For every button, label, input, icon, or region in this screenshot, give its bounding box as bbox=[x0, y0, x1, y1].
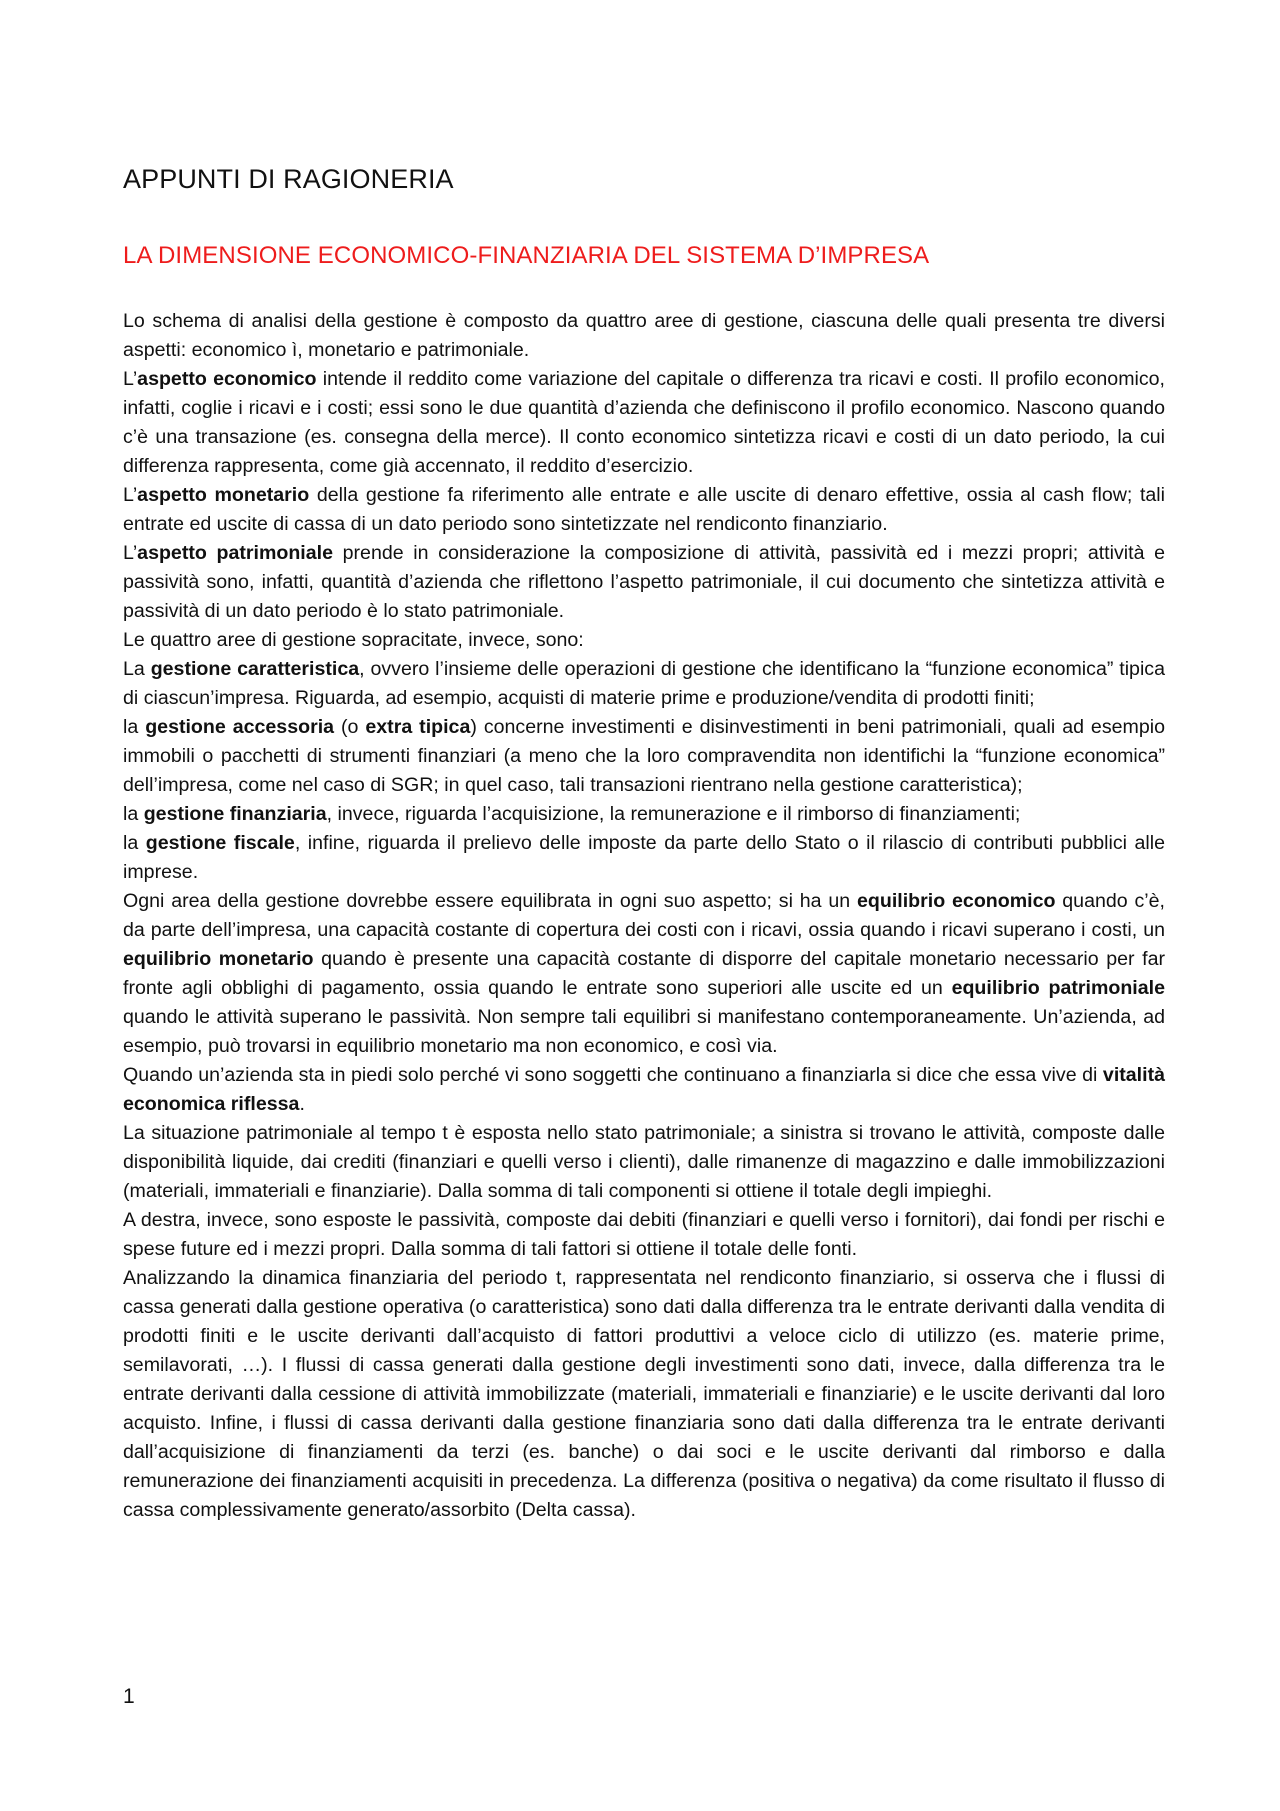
bold-term: equilibrio monetario bbox=[123, 948, 314, 970]
paragraph bbox=[123, 887, 1165, 1061]
text-run: L’ bbox=[123, 542, 138, 564]
text-run: Quando un’azienda sta in piedi solo perché vi sono soggetti che continuano a finanziarla si dice che essa vive di bbox=[123, 1064, 1103, 1086]
text-run: quando c’è, da parte dell’impresa, una capacità costante di copertura dei costi con i ricavi, ossia quando i ricavi superano i costi, un bbox=[123, 890, 1165, 941]
bold-term: equilibrio economico bbox=[857, 890, 1056, 912]
bold-term: equilibrio patrimoniale bbox=[951, 977, 1165, 999]
paragraph bbox=[123, 1206, 1165, 1264]
paragraph bbox=[123, 307, 1165, 365]
text-run: la bbox=[123, 716, 146, 738]
paragraph bbox=[123, 655, 1165, 713]
paragraph bbox=[123, 1264, 1165, 1525]
text-run: della gestione fa riferimento alle entrate e alle uscite di denaro effettive, ossia al cash flow; tali entrate ed uscite di cassa di un dato periodo sono sintetizzate nel rendiconto finanziario. bbox=[123, 484, 1165, 535]
bold-term: gestione accessoria bbox=[145, 716, 335, 738]
bold-term: gestione fiscale bbox=[145, 832, 295, 854]
bold-term: aspetto patrimoniale bbox=[137, 542, 333, 564]
paragraph bbox=[123, 539, 1165, 626]
bold-term: aspetto economico bbox=[137, 368, 317, 390]
bold-term: gestione caratteristica bbox=[150, 658, 360, 680]
text-run: (o bbox=[334, 716, 366, 738]
text-run: la bbox=[123, 832, 146, 854]
text-run: Le quattro aree di gestione sopracitate, invece, sono: bbox=[123, 629, 584, 651]
paragraph bbox=[123, 1119, 1165, 1206]
text-run: La bbox=[123, 658, 151, 680]
text-run: quando è presente una capacità costante di disporre del capitale monetario necessario per far fronte agli obblighi di pagamento, ossia quando le entrate sono superiori alle uscite ed un bbox=[123, 948, 1165, 999]
text-run: Lo schema di analisi della gestione è composto da quattro aree di gestione, ciascuna delle quali presenta tre diversi aspetti: economico ì, monetario e patrimoniale. bbox=[123, 310, 1165, 361]
text-run: prende in considerazione la composizione di attività, passività ed i mezzi propri; attività e passività sono, infatti, quantità d’azienda che riflettono l’aspetto patrimoniale, il cui documento che sintetizza attività e passività di un dato periodo è lo stato patrimoniale. bbox=[123, 542, 1165, 622]
bold-term: vitalità economica riflessa bbox=[123, 1064, 1165, 1115]
text-run: la bbox=[123, 803, 144, 825]
document-title: APPUNTI DI RAGIONERIA bbox=[123, 164, 454, 194]
paragraph bbox=[123, 1061, 1165, 1119]
paragraph bbox=[123, 829, 1165, 887]
text-run: ) concerne investimenti e disinvestimenti in beni patrimoniali, quali ad esempio immobili o pacchetti di strumenti finanziari (a meno che la loro compravendita non identifichi la “funzione economica” dell’impresa, come nel caso di SGR; in quel caso, tali transazioni rientrano nella gestione caratteristica); bbox=[123, 716, 1165, 796]
section-title: LA DIMENSIONE ECONOMICO-FINANZIARIA DEL SISTEMA D’IMPRESA bbox=[123, 242, 930, 269]
text-run: , ovvero l’insieme delle operazioni di gestione che identificano la “funzione economica” tipica di ciascun’impresa. Riguarda, ad esempio, acquisti di materie prime e produzione/vendita di prodotti finiti; bbox=[123, 658, 1165, 709]
bold-term: extra tipica bbox=[365, 716, 471, 738]
text-run: L’ bbox=[123, 368, 138, 390]
bold-term: gestione finanziaria bbox=[143, 803, 327, 825]
text-run: . bbox=[299, 1093, 305, 1115]
text-run: Analizzando la dinamica finanziaria del periodo t, rappresentata nel rendiconto finanziario, si osserva che i flussi di cassa generati dalla gestione operativa (o caratteristica) sono dati dalla differenza tra le entrate derivanti dalla vendita di prodotti finiti e le uscite derivanti dall’acquisto di fattori produttivi a veloce ciclo di utilizzo (es. materie prime, semilavorati, …). I flussi di cassa generati dalla gestione degli investimenti sono dati, invece, dalla differenza tra le entrate derivanti dalla cessione di attività immobilizzate (materiali, immateriali e finanziarie) e le uscite derivanti dal loro acquisto. Infine, i flussi di cassa derivanti dalla gestione finanziaria sono dati dalla differenza tra le entrate derivanti dall’acquisizione di finanziamenti da terzi (es. banche) o dai soci e le uscite derivanti dal rimborso e dalla remunerazione dei finanziamenti acquisiti in precedenza. La differenza (positiva o negativa) da come risultato il flusso di cassa complessivamente generato/assorbito (Delta cassa). bbox=[123, 1267, 1165, 1521]
text-run: quando le attività superano le passività. Non sempre tali equilibri si manifestano contemporaneamente. Un’azienda, ad esempio, può trovarsi in equilibrio monetario ma non economico, e così via. bbox=[123, 1006, 1165, 1057]
text-run: , invece, riguarda l’acquisizione, la remunerazione e il rimborso di finanziamenti; bbox=[326, 803, 1021, 825]
text-run: , infine, riguarda il prelievo delle imposte da parte dello Stato o il rilascio di contributi pubblici alle imprese. bbox=[123, 832, 1165, 883]
text-run: A destra, invece, sono esposte le passività, composte dai debiti (finanziari e quelli verso i fornitori), dai fondi per rischi e spese future ed i mezzi propri. Dalla somma di tali fattori si ottiene il totale delle fonti. bbox=[123, 1209, 1165, 1260]
paragraph bbox=[123, 713, 1165, 800]
paragraph bbox=[123, 365, 1165, 481]
text-run: L’ bbox=[123, 484, 138, 506]
text-run: Ogni area della gestione dovrebbe essere equilibrata in ogni suo aspetto; si ha un bbox=[123, 890, 858, 912]
text-run: La situazione patrimoniale al tempo t è esposta nello stato patrimoniale; a sinistra si trovano le attività, composte dalle disponibilità liquide, dai crediti (finanziari e quelli verso i clienti), dalle rimanenze di magazzino e dalle immobilizzazioni (materiali, immateriali e finanziarie). Dalla somma di tali componenti si ottiene il totale degli impieghi. bbox=[123, 1122, 1165, 1202]
paragraph bbox=[123, 626, 1165, 655]
bold-term: aspetto monetario bbox=[137, 484, 310, 506]
text-run: intende il reddito come variazione del capitale o differenza tra ricavi e costi. Il profilo economico, infatti, coglie i ricavi e i costi; essi sono le due quantità d’azienda che definiscono il profilo economico. Nascono quando c’è una transazione (es. consegna della merce). Il conto economico sintetizza ricavi e costi di un dato periodo, la cui differenza rappresenta, come già accennato, il reddito d’esercizio. bbox=[123, 368, 1166, 477]
paragraph bbox=[123, 481, 1165, 539]
page-number: 1 bbox=[123, 1685, 135, 1708]
body-text bbox=[123, 307, 1165, 1525]
document-page bbox=[123, 150, 1165, 1525]
paragraph bbox=[123, 800, 1165, 829]
